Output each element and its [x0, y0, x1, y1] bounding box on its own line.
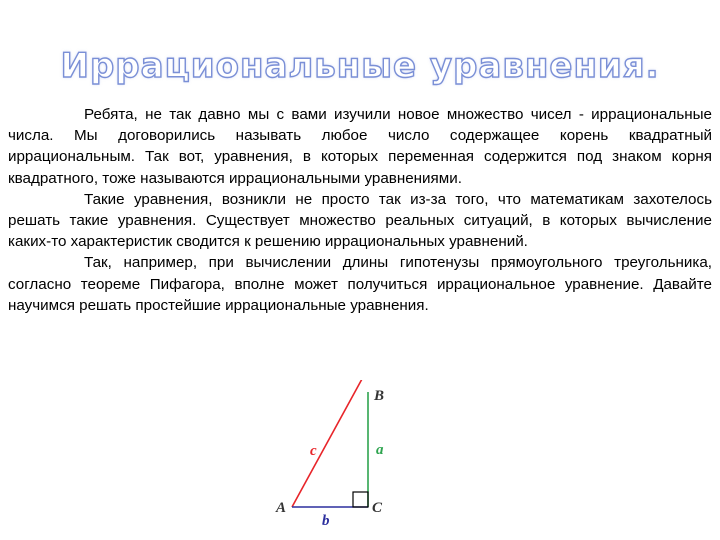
- right-angle-mark: [353, 492, 368, 507]
- hypotenuse-c: [292, 380, 368, 507]
- paragraph-3: Так, например, при вычислении длины гипотенузы прямоугольного треугольника, согласно теореме Пифагора, вполне может получиться иррациональное уравнение. Давайте научимся решать простейшие иррациональные уравнения.: [8, 254, 712, 314]
- side-a-label: a: [376, 442, 384, 458]
- paragraph-1: Ребята, не так давно мы с вами изучили новое множество чисел - иррациональные числа. Мы договорились называть любое число содержащее корень квадратный иррациональным. Так вот, уравнения, в которых переменная содержится под знаком корня квадратного, тоже называются иррациональными уравнениями.: [8, 106, 712, 187]
- side-c-label: c: [310, 443, 317, 459]
- vertex-a-label: A: [276, 500, 287, 516]
- side-b-label: b: [322, 513, 330, 529]
- paragraph-2: Такие уравнения, возникли не просто так из-за того, что математикам захотелось решать такие уравнения. Существует множество реальных ситуаций, в которых вычисление каких-то характеристик сводится к решению иррациональных уравнений.: [8, 190, 712, 251]
- right-triangle-figure: [270, 380, 430, 530]
- vertex-b-label: B: [374, 388, 385, 404]
- vertex-c-label: C: [372, 500, 383, 516]
- body-text: [8, 104, 712, 316]
- page-title: Иррациональные уравнения.: [60, 46, 660, 86]
